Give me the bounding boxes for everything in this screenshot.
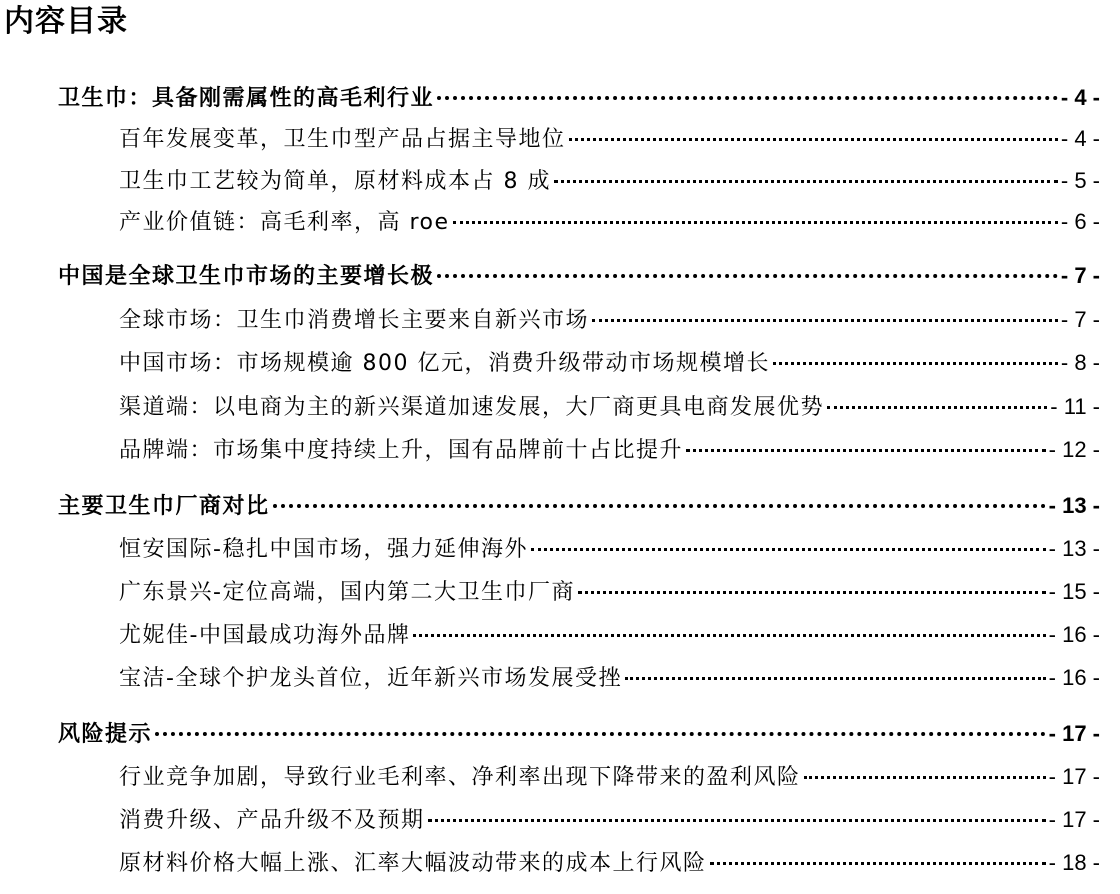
toc-section-2[interactable] bbox=[58, 258, 1100, 294]
toc-entry-title: 主要卫生巾厂商对比 bbox=[58, 494, 270, 519]
toc-subsection-4-1[interactable] bbox=[119, 759, 1100, 795]
toc-subsection-2-1[interactable] bbox=[119, 302, 1100, 338]
toc-subsection-2-2[interactable] bbox=[119, 345, 1100, 381]
toc-entry-title: 尤妮佳-中国最成功海外品牌 bbox=[119, 623, 411, 648]
page-title: 内容目录 bbox=[4, 4, 128, 39]
toc-subsection-4-2[interactable] bbox=[119, 802, 1100, 838]
toc-subsection-1-1[interactable] bbox=[119, 121, 1100, 157]
toc-subsection-1-2[interactable] bbox=[119, 163, 1100, 199]
dot-leader bbox=[773, 362, 1058, 365]
toc-section-3[interactable] bbox=[58, 488, 1100, 524]
toc-entry-title: 广东景兴-定位高端，国内第二大卫生巾厂商 bbox=[119, 580, 575, 605]
toc-entry-title: 宝洁-全球个护龙头首位，近年新兴市场发展受挫 bbox=[119, 666, 622, 691]
toc-page-number: - 8 - bbox=[1060, 350, 1100, 375]
toc-page-number: - 13 - bbox=[1048, 493, 1100, 518]
toc-page-number: - 17 - bbox=[1048, 764, 1100, 789]
toc-page-number: - 13 - bbox=[1048, 536, 1100, 561]
dot-leader bbox=[155, 732, 1046, 736]
dot-leader bbox=[804, 776, 1046, 779]
dot-leader bbox=[569, 138, 1058, 141]
toc-section-1[interactable] bbox=[58, 80, 1100, 116]
toc-entry-title: 百年发展变革，卫生巾型产品占据主导地位 bbox=[119, 127, 566, 152]
dot-leader bbox=[437, 274, 1058, 278]
toc-entry-title: 中国是全球卫生巾市场的主要增长极 bbox=[58, 264, 435, 289]
toc-entry-title: 风险提示 bbox=[58, 722, 153, 747]
toc-page-number: - 7 - bbox=[1060, 263, 1100, 288]
toc-entry-title: 消费升级、产品升级不及预期 bbox=[119, 808, 425, 833]
toc-page-number: - 17 - bbox=[1048, 721, 1100, 746]
toc-entry-title: 恒安国际-稳扎中国市场，强力延伸海外 bbox=[119, 537, 528, 562]
toc-entry-title: 品牌端：市场集中度持续上升，国有品牌前十占比提升 bbox=[119, 438, 684, 463]
dot-leader bbox=[592, 319, 1058, 322]
toc-entry-title: 卫生巾：具备刚需属性的高毛利行业 bbox=[58, 86, 435, 111]
toc-section-4[interactable] bbox=[58, 716, 1100, 752]
dot-leader bbox=[453, 221, 1058, 224]
toc-entry-title: 行业竞争加剧，导致行业毛利率、净利率出现下降带来的盈利风险 bbox=[119, 765, 801, 790]
toc-subsection-3-3[interactable] bbox=[119, 617, 1100, 653]
dot-leader bbox=[686, 449, 1046, 452]
dot-leader bbox=[437, 96, 1058, 100]
toc-page-number: - 16 - bbox=[1048, 622, 1100, 647]
dot-leader bbox=[578, 591, 1046, 594]
toc-page-number: - 15 - bbox=[1048, 579, 1100, 604]
toc-entry-title: 渠道端：以电商为主的新兴渠道加速发展，大厂商更具电商发展优势 bbox=[119, 395, 825, 420]
dot-leader bbox=[428, 819, 1046, 822]
toc-entry-title: 产业价值链：高毛利率，高 roe bbox=[119, 210, 450, 235]
toc-entry-title: 全球市场：卫生巾消费增长主要来自新兴市场 bbox=[119, 308, 590, 333]
toc-page-number: - 18 - bbox=[1048, 850, 1100, 875]
dot-leader bbox=[827, 406, 1047, 409]
toc-page-number: - 12 - bbox=[1048, 437, 1100, 462]
toc-entry-title: 原材料价格大幅上涨、汇率大幅波动带来的成本上行风险 bbox=[119, 851, 707, 876]
dot-leader bbox=[531, 548, 1046, 551]
dot-leader bbox=[413, 634, 1045, 637]
dot-leader bbox=[554, 180, 1058, 183]
toc-subsection-1-3[interactable] bbox=[119, 204, 1100, 240]
toc-subsection-3-4[interactable] bbox=[119, 660, 1100, 696]
toc-page-number: - 16 - bbox=[1048, 665, 1100, 690]
toc-subsection-3-1[interactable] bbox=[119, 531, 1100, 567]
toc-page-number: - 11 - bbox=[1050, 394, 1100, 419]
toc-subsection-2-3[interactable] bbox=[119, 389, 1100, 425]
toc-page-number: - 6 - bbox=[1060, 209, 1100, 234]
toc-page-number: - 7 - bbox=[1060, 307, 1100, 332]
toc-entry-title: 中国市场：市场规模逾 800 亿元，消费升级带动市场规模增长 bbox=[119, 351, 770, 376]
toc-entry-title: 卫生巾工艺较为简单，原材料成本占 8 成 bbox=[119, 169, 551, 194]
dot-leader bbox=[710, 862, 1046, 865]
toc-subsection-2-4[interactable] bbox=[119, 432, 1100, 468]
toc-page-number: - 17 - bbox=[1048, 807, 1100, 832]
dot-leader bbox=[625, 677, 1046, 680]
toc-page-number: - 4 - bbox=[1060, 126, 1100, 151]
toc-subsection-4-3[interactable] bbox=[119, 845, 1100, 881]
toc-subsection-3-2[interactable] bbox=[119, 574, 1100, 610]
toc-page-number: - 4 - bbox=[1060, 85, 1100, 110]
dot-leader bbox=[273, 504, 1046, 508]
toc-page-number: - 5 - bbox=[1060, 168, 1100, 193]
